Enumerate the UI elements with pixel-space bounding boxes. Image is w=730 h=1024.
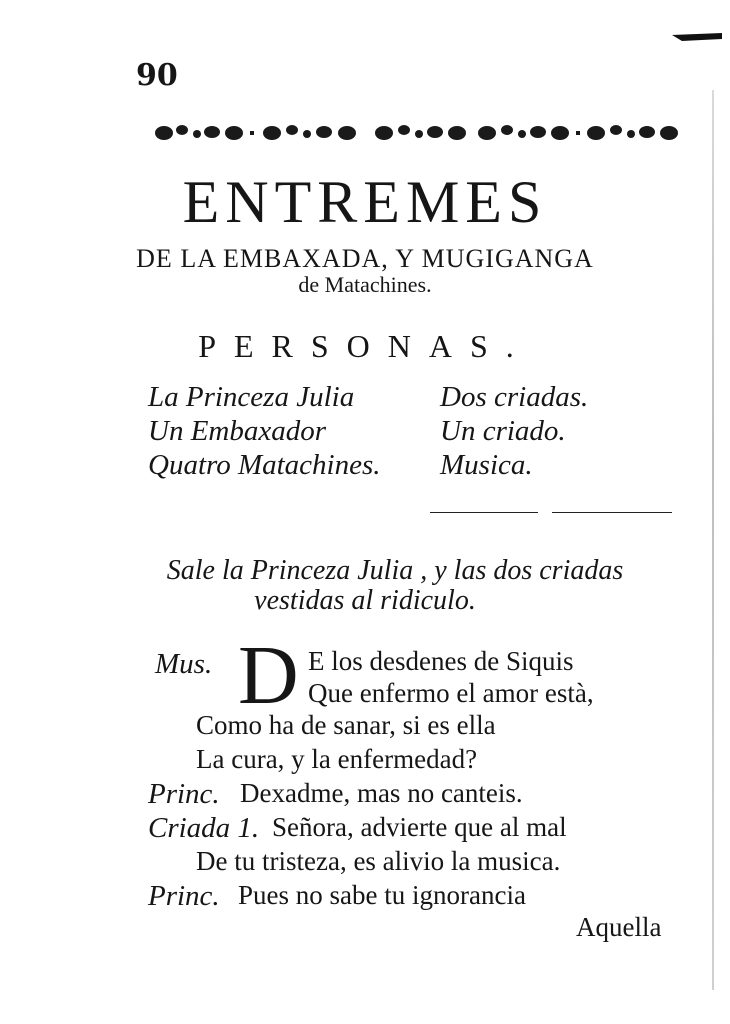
- ornament-band-icon: [152, 118, 682, 148]
- speaker-label: Princ.: [148, 880, 220, 912]
- divider-rule: [552, 512, 672, 513]
- verse-line: Dexadme, mas no canteis.: [240, 778, 523, 808]
- cast-list-right: [440, 380, 588, 482]
- cast-member: Quatro Matachines.: [148, 449, 381, 481]
- cast-heading: PERSONAS.: [198, 328, 532, 364]
- cast-member: La Princeza Julia: [148, 381, 355, 413]
- page-number: 90: [136, 58, 178, 93]
- speaker-label: Mus.: [155, 648, 213, 680]
- stage-direction: Sale la Princeza Julia , y las dos criadas: [166, 555, 624, 586]
- verse-line: Como ha de sanar, si es ella: [196, 710, 496, 740]
- verse-line: De tu tristeza, es alivio la musica.: [196, 846, 561, 876]
- drop-cap: D: [238, 629, 299, 722]
- subtitle: DE LA EMBAXADA, Y MUGIGANGA: [136, 244, 594, 273]
- corner-mark-icon: [672, 33, 722, 43]
- divider-rule: [430, 512, 538, 513]
- cast-list-left: [148, 380, 381, 482]
- verse-line: Señora, advierte que al mal: [272, 812, 567, 842]
- cast-member: Dos criadas.: [440, 381, 589, 413]
- subtitle-secondary: de Matachines.: [298, 272, 432, 297]
- verse-line: La cura, y la enfermedad?: [196, 744, 478, 774]
- cast-member: Musica.: [440, 449, 533, 481]
- speaker-label: Criada 1.: [148, 812, 260, 844]
- stage-direction: vestidas al ridiculo.: [254, 585, 476, 616]
- verse-line: Que enfermo el amor està,: [308, 678, 594, 708]
- page-title: ENTREMES: [182, 169, 548, 235]
- verse-line: E los desdenes de Siquis: [308, 646, 574, 676]
- catchword: Aquella: [576, 912, 662, 942]
- cast-member: Un criado.: [440, 415, 566, 447]
- verse-line: Pues no sabe tu ignorancia: [238, 880, 526, 910]
- cast-member: Un Embaxador: [148, 415, 327, 447]
- speaker-label: Princ.: [148, 778, 220, 810]
